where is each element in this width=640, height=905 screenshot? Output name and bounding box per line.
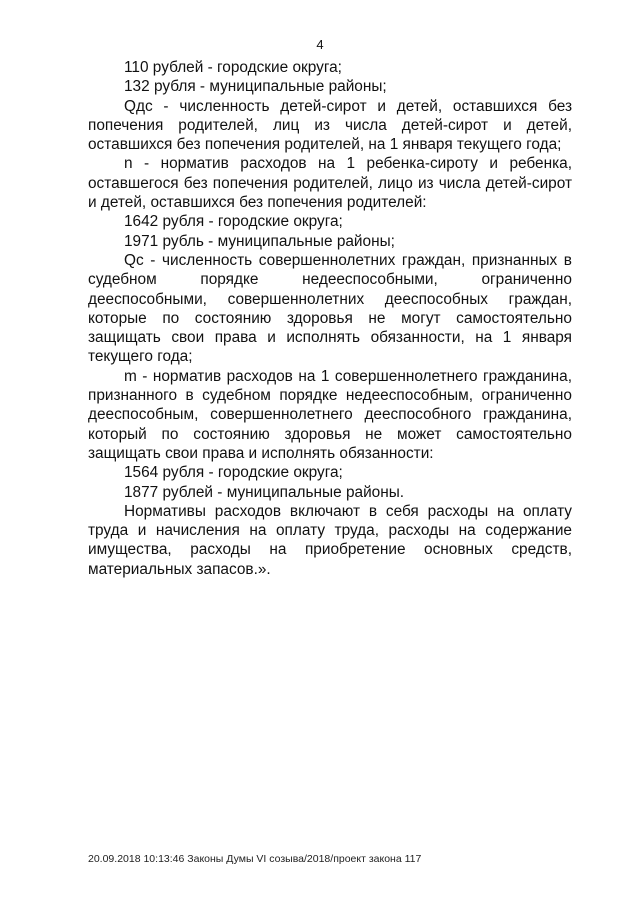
paragraph-rate-municipal-districts-3: 1877 рублей - муниципальные районы.	[124, 483, 405, 501]
paragraph-qs-definition: Qс - численность совершеннолетних граждан, признанных в судебном порядке недееспособными, ограниченно дееспособными, совершеннолетних дееспособных граждан, которые по состоянию здоровья не могут самостоятельно защищать свои права и исполнять обязанности, на 1 января текущего года;	[88, 251, 572, 366]
page-number: 4	[316, 37, 324, 52]
paragraph-rate-municipal-districts-2: 1971 рубль - муниципальные районы;	[124, 232, 395, 250]
paragraph-n-definition: n - норматив расходов на 1 ребенка-сироту и ребенка, оставшегося без попечения родителей, лицо из числа детей-сирот и детей, оставшихся без попечения родителей:	[88, 155, 572, 212]
paragraph-rate-city-districts-3: 1564 рубля - городские округа;	[124, 464, 343, 482]
paragraph-rate-municipal-districts-1: 132 рубля - муниципальные районы;	[124, 78, 387, 96]
paragraph-m-definition: m - норматив расходов на 1 совершеннолетнего гражданина, признанного в судебном порядке недееспособным, ограниченно дееспособным, совершеннолетнего дееспособного гражданина, который по состоянию здоровья не может самостоятельно защищать свои права и исполнять обязанности:	[88, 367, 572, 462]
paragraph-rate-city-districts-1: 110 рублей - городские округа;	[124, 59, 342, 76]
paragraph-qds-definition: Qдс - численность детей-сирот и детей, оставшихся без попечения родителей, лиц из числа детей-сирот и детей, оставшихся без попечения родителей, на 1 января текущего года;	[88, 97, 572, 154]
document-body	[88, 58, 572, 579]
document-footer: 20.09.2018 10:13:46 Законы Думы VI созыва/2018/проект закона 117	[88, 853, 422, 865]
paragraph-norms-include: Нормативы расходов включают в себя расходы на оплату труда и начисления на оплату труда, расходы на содержание имущества, расходы на приобретение основных средств, материальных запасов.».	[88, 502, 572, 578]
paragraph-rate-city-districts-2: 1642 рубля - городские округа;	[124, 213, 343, 231]
